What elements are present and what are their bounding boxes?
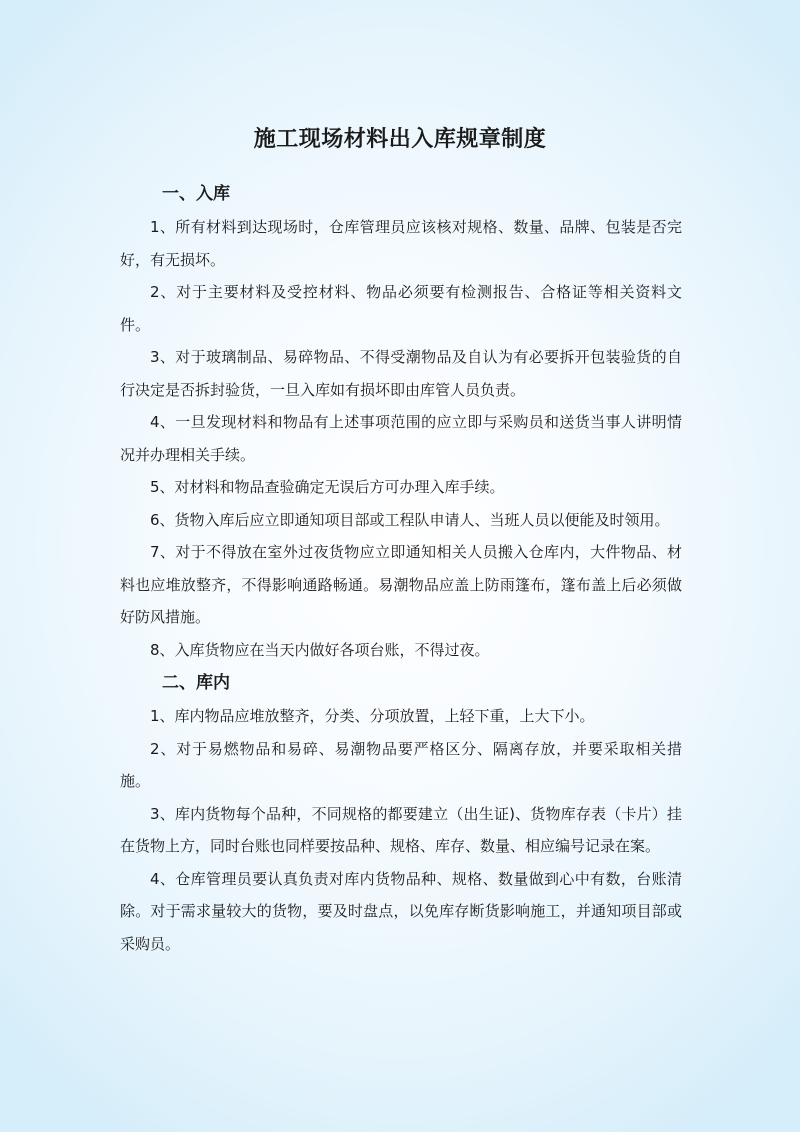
paragraph: 1、库内物品应堆放整齐，分类、分项放置，上轻下重，上大下小。: [150, 707, 595, 725]
document-body: [120, 177, 682, 960]
paragraph: 8、入库货物应在当天内做好各项台账，不得过夜。: [150, 640, 490, 659]
paragraph: 4、一旦发现材料和物品有上述事项范围的应立即与采购员和送货当事人讲明情况并办理相关手续。: [120, 413, 682, 464]
paragraph: 7、对于不得放在室外过夜货物应立即通知相关人员搬入仓库内，大件物品、材料也应堆放整齐，不得影响通路畅通。易潮物品应盖上防雨篷布，篷布盖上后必须做好防风措施。: [120, 543, 682, 626]
section-inbound: [120, 177, 682, 666]
paragraph: 3、库内货物每个品种，不同规格的都要建立（出生证)、货物库存表（卡片）挂在货物上方，同时台账也同样要按品种、规格、库存、数量、相应编号记录在案。: [120, 804, 682, 855]
section-heading: 二、库内: [162, 673, 230, 693]
paragraph: 2、对于主要材料及受控材料、物品必须要有检测报告、合格证等相关资料文件。: [120, 283, 682, 334]
section-in-warehouse: [120, 666, 682, 960]
paragraph: 6、货物入库后应立即通知项目部或工程队申请人、当班人员以便能及时领用。: [150, 510, 670, 529]
paragraph: 1、所有材料到达现场时，仓库管理员应该核对规格、数量、品牌、包装是否完好，有无损坏。: [120, 218, 682, 269]
section-heading: 一、入库: [162, 184, 230, 204]
paragraph: 4、仓库管理员要认真负责对库内货物品种、规格、数量做到心中有数，台账清除。对于需求量较大的货物，要及时盘点，以免库存断货影响施工，并通知项目部或采购员。: [120, 869, 682, 953]
document-title: 施工现场材料出入库规章制度: [253, 127, 547, 152]
paragraph: 5、对材料和物品查验确定无误后方可办理入库手续。: [150, 478, 505, 496]
paragraph: 2、对于易燃物品和易碎、易潮物品要严格区分、隔离存放，并要采取相关措施。: [120, 739, 682, 790]
paragraph: 3、对于玻璃制品、易碎物品、不得受潮物品及自认为有必要拆开包装验货的自行决定是否拆封验货，一旦入库如有损坏即由库管人员负责。: [120, 348, 682, 399]
